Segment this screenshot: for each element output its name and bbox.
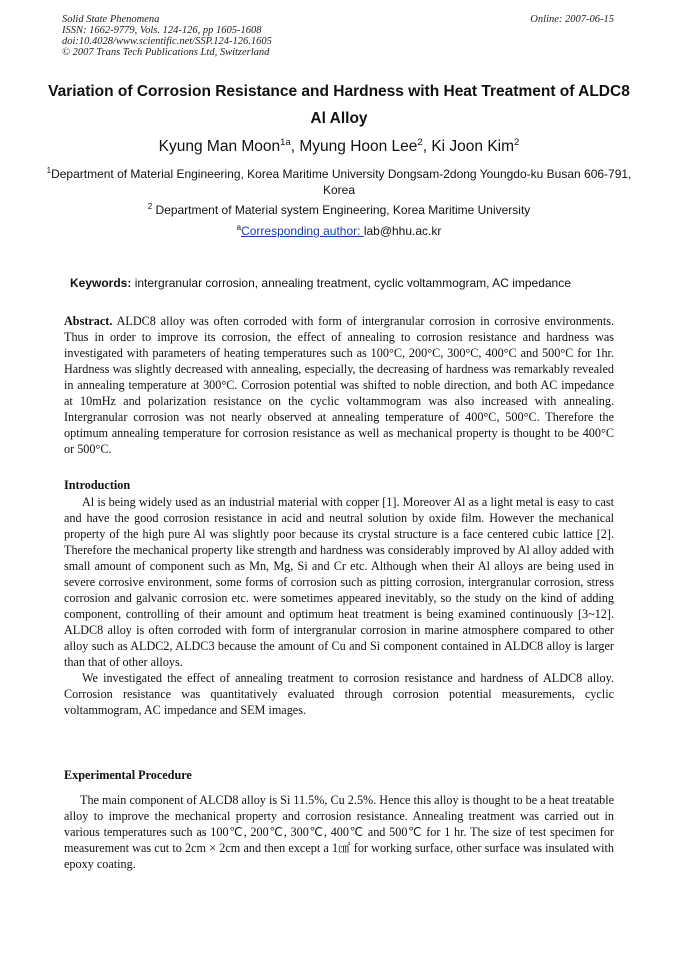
experimental-paragraph-1: The main component of ALCD8 alloy is Si 11.5%, Cu 2.5%. Hence this alloy is thought to be a heat treatable alloy to improve the mechanical property and corrosion resistance. Annealing treatment was carried out in various temperatures such as 100℃, 200℃, 300℃, 400℃ and 500℃ for 1 hr. The size of test specimen for measurement was cut to 2cm × 2cm and then except a 1㎠ for working surface, other surface was insulated with epoxy coating.: [64, 793, 614, 871]
keywords-label: Keywords:: [70, 276, 132, 290]
corresponding-email: lab@hhu.ac.kr: [363, 224, 442, 238]
author-3-sup: 2: [514, 137, 520, 148]
author-2-sup: 2: [417, 137, 423, 148]
experimental-body: [64, 792, 614, 872]
keywords-text: intergranular corrosion, annealing treatment, cyclic voltammogram, AC impedance: [131, 276, 571, 290]
corresponding-author-link[interactable]: Corresponding author:: [241, 224, 364, 238]
introduction-heading: Introduction: [64, 478, 131, 492]
author-1-sup: 1a: [280, 137, 291, 148]
affiliation-1-text: Department of Material Engineering, Korea Maritime University Dongsam-2dong Youngdo-ku Busan 606-791, Korea: [51, 167, 632, 197]
introduction-body: [64, 494, 614, 718]
abstract-text: ALDC8 alloy was often corroded with form of intergranular corrosion in corrosive environments. Thus in order to improve its corrosion, the effect of annealing to corrosion resistance and hardness was investigated with parameters of heating temperatures such as 100°C, 200°C, 300°C, 400°C and 500°C for 1hr. Hardness was slightly decreased with annealing, especially, the decreasing of hardness was remarkably revealed in annealing temperature at 300°C. Corrosion potential was shifted to noble direction, and both AC impedance at 10mHz and polarization resistance on the cyclic voltammogram was also increased with annealing. Intergranular corrosion was not nearly observed at annealing temperature of 400°C, 500°C. Therefore the optimum annealing temperature for corrosion resistance as well as mechanical property is thought to be 400°C or 500°C.: [64, 314, 614, 456]
affiliation-1: [40, 163, 638, 198]
abstract-label: Abstract.: [64, 314, 113, 328]
copyright-line: © 2007 Trans Tech Publications Ltd, Switzerland: [62, 47, 270, 58]
author-list: [0, 137, 678, 156]
journal-name: Solid State Phenomena: [62, 14, 160, 25]
issn-line: ISSN: 1662-9779, Vols. 124-126, pp 1605-1608: [62, 25, 262, 36]
affiliation-2: [40, 199, 638, 218]
author-1: Kyung Man Moon: [158, 138, 281, 156]
affiliation-2-text: Department of Material system Engineering, Korea Maritime University: [152, 203, 531, 217]
introduction-paragraph-1: Al is being widely used as an industrial material with copper [1]. Moreover Al as a light metal is easy to cast and have the good corrosion resistance in acid and neutral solution by oxide film. However the mechanical property of the high pure Al was slightly poor because its crystal structure is a face centered cubic lattice [2]. Therefore the mechanical property like strength and hardness was considerably improved by Al alloy added with small amount of component such as Mn, Mg, Si and Cr etc. Although when their Al alloys are being used in severe corrosive environment, some forms of corrosion such as pitting corrosion, intergranular corrosion, stress corrosion and galvanic corrosion etc. were sometimes appeared inevitably, so the study on the kind of adding component, controlling of their amount and optimum heat treatment is being examined continuously [3~12]. ALDC8 alloy is often corroded with form of intergranular corrosion in marine atmosphere compared to other alloy such as ALDC2, ALDC3 because the amount of Cu and Si component contained in ALDC8 alloy is larger than that of other alloys.: [64, 495, 614, 669]
corresponding-author: [40, 220, 638, 239]
affiliation-1-sup: 1: [46, 166, 52, 175]
introduction-paragraph-2: We investigated the effect of annealing treatment to corrosion resistance and hardness of ALDC8 alloy. Corrosion resistance was quantitatively evaluated through corrosion potential measurements, cyclic voltammogram, AC impedance and SEM images.: [64, 671, 614, 717]
experimental-heading: Experimental Procedure: [64, 768, 192, 782]
paper-title: Variation of Corrosion Resistance and Hardness with Heat Treatment of ALDC8 Al Alloy: [48, 83, 630, 127]
affiliation-2-sup: 2: [147, 202, 153, 211]
author-3: , Ki Joon Kim: [422, 138, 515, 156]
online-date: Online: 2007-06-15: [530, 14, 614, 25]
corresponding-sup: a: [236, 223, 242, 232]
doi-line: doi:10.4028/www.scientific.net/SSP.124-126.1605: [62, 36, 272, 47]
journal-header: [62, 14, 614, 58]
keywords: [70, 276, 638, 290]
abstract: [64, 313, 614, 457]
author-2: , Myung Hoon Lee: [290, 138, 418, 156]
